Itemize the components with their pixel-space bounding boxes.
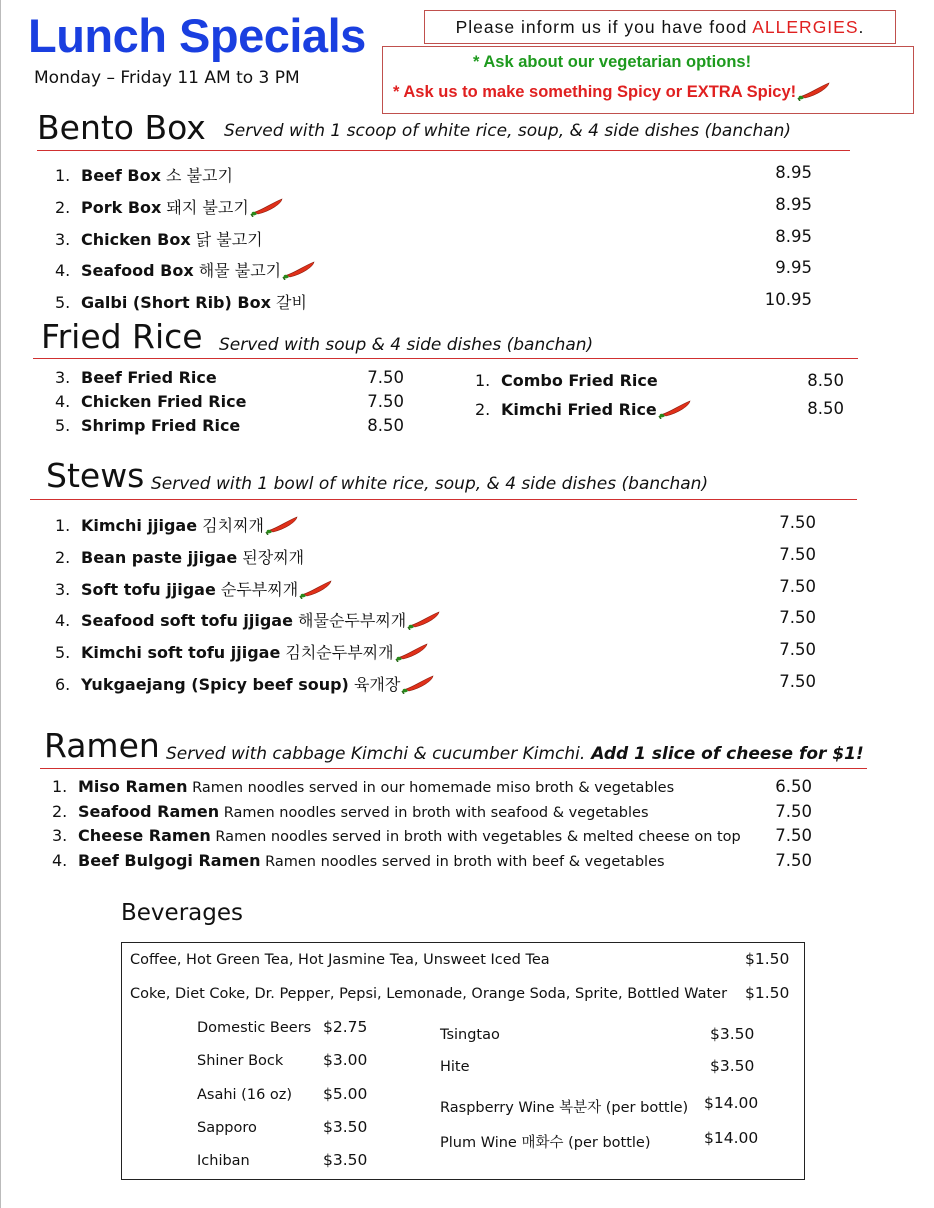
item-number: 2. xyxy=(55,197,71,217)
ask-box xyxy=(382,46,914,114)
item-description: Ramen noodles served in broth with vegetables & melted cheese on top xyxy=(210,829,741,845)
item-korean-name: 된장찌개 xyxy=(237,547,305,567)
bento-heading: Bento Box xyxy=(37,108,206,147)
bento-item xyxy=(55,258,316,281)
chili-pepper-icon xyxy=(395,642,429,662)
item-name: Soft tofu jjigae xyxy=(81,579,216,599)
item-name: Pork Box xyxy=(81,197,162,217)
chili-pepper-icon xyxy=(299,579,333,599)
fried-rice-item xyxy=(55,368,217,387)
item-number: 4. xyxy=(55,392,71,411)
stew-item xyxy=(55,545,304,568)
fried-rice-item xyxy=(475,371,658,390)
item-name: Combo Fried Rice xyxy=(501,371,658,390)
ramen-item xyxy=(52,826,741,845)
item-description: Ramen noodles served in broth with beef & vegetables xyxy=(260,853,665,870)
item-number: 5. xyxy=(55,293,71,313)
allergy-notice xyxy=(424,10,896,44)
item-price: 7.50 xyxy=(367,392,404,411)
beverage-price: $14.00 xyxy=(704,1129,759,1147)
stew-item xyxy=(55,513,299,536)
stews-subtitle: Served with 1 bowl of white rice, soup, & 4 side dishes (banchan) xyxy=(151,474,709,494)
item-name: Chicken Fried Rice xyxy=(81,392,247,411)
item-name: Bean paste jjigae xyxy=(81,547,238,567)
chili-pepper-icon xyxy=(401,674,435,694)
item-number: 3. xyxy=(55,368,71,387)
stew-item xyxy=(55,577,333,600)
hours-text: Monday – Friday 11 AM to 3 PM xyxy=(34,68,300,88)
fried-rice-item xyxy=(55,392,246,411)
item-number: 6. xyxy=(55,675,71,694)
item-number: 5. xyxy=(55,416,71,435)
item-price: 7.50 xyxy=(779,513,816,532)
item-number: 2. xyxy=(55,547,71,567)
chili-pepper-icon xyxy=(265,515,299,535)
beverage-name: Asahi (16 oz) xyxy=(197,1086,293,1103)
beverage-name: Plum Wine 매화수 (per bottle) xyxy=(440,1135,651,1151)
beverage-name: Raspberry Wine 복분자 (per bottle) xyxy=(440,1100,689,1116)
beverage-name: Sapporo xyxy=(197,1119,257,1136)
bento-item xyxy=(55,290,307,313)
item-name: Kimchi jjigae xyxy=(81,516,198,535)
beverage-price: $3.50 xyxy=(323,1151,368,1170)
stews-divider xyxy=(30,499,857,500)
beverage-price: $3.00 xyxy=(323,1051,368,1070)
vegetarian-note: * Ask about our vegetarian options! xyxy=(473,53,752,71)
beverage-name: Domestic Beers xyxy=(197,1020,312,1036)
item-price: 9.95 xyxy=(775,258,812,278)
item-price: 7.50 xyxy=(779,544,816,564)
page-title: Lunch Specials xyxy=(28,9,366,62)
stew-item xyxy=(55,640,429,663)
beverage-name: Ichiban xyxy=(197,1153,250,1170)
item-number: 4. xyxy=(55,261,71,281)
item-description: Ramen noodles served in broth with seafood & vegetables xyxy=(219,804,649,821)
stew-item xyxy=(55,608,441,631)
item-number: 5. xyxy=(55,643,71,663)
item-price: 8.50 xyxy=(367,416,404,435)
item-price: 7.50 xyxy=(779,576,816,596)
fried-rice-divider xyxy=(33,358,858,359)
item-number: 2. xyxy=(475,400,491,419)
item-description: Ramen noodles served in our homemade miso broth & vegetables xyxy=(187,780,675,796)
item-name: Miso Ramen xyxy=(78,777,188,796)
ramen-subtitle-text: Served with cabbage Kimchi & cucumber Kimchi. xyxy=(166,744,586,764)
item-name: Beef Box xyxy=(81,166,161,185)
allergy-end: . xyxy=(858,17,865,37)
item-price: 8.95 xyxy=(775,194,812,214)
item-price: 6.50 xyxy=(775,777,812,796)
item-name: Chicken Box xyxy=(81,229,191,249)
item-number: 4. xyxy=(52,850,68,870)
item-price: 8.95 xyxy=(775,226,812,246)
fried-rice-subtitle: Served with soup & 4 side dishes (banchan) xyxy=(219,335,594,355)
beverage-price: $1.50 xyxy=(745,984,790,1002)
item-name: Shrimp Fried Rice xyxy=(81,416,241,435)
item-name: Beef Fried Rice xyxy=(81,368,217,387)
chili-pepper-icon xyxy=(797,81,831,101)
item-price: 7.50 xyxy=(775,826,812,845)
beverage-price: $3.50 xyxy=(710,1057,755,1075)
item-name: Seafood Box xyxy=(81,261,194,281)
beverage-price: $3.50 xyxy=(710,1025,755,1043)
beverage-name: Shiner Bock xyxy=(197,1053,284,1070)
bento-subtitle: Served with 1 scoop of white rice, soup, & 4 side dishes (banchan) xyxy=(224,121,792,141)
bento-divider xyxy=(37,150,850,151)
beverage-price: $1.50 xyxy=(745,950,790,968)
item-price: 8.50 xyxy=(807,399,844,418)
item-name: Kimchi soft tofu jjigae xyxy=(81,643,281,663)
item-number: 1. xyxy=(55,516,71,535)
item-number: 1. xyxy=(55,166,71,185)
item-korean-name: 해물 불고기 xyxy=(193,261,282,281)
item-name: Seafood soft tofu jjigae xyxy=(81,611,293,631)
item-name: Beef Bulgogi Ramen xyxy=(78,850,261,870)
stew-item xyxy=(55,672,435,695)
item-korean-name: 육개장 xyxy=(348,675,401,694)
ramen-item xyxy=(52,777,674,796)
allergy-text: Please inform us if you have food xyxy=(455,17,753,37)
beverage-price: $3.50 xyxy=(323,1117,368,1136)
item-price: 7.50 xyxy=(775,850,812,870)
chili-pepper-icon xyxy=(250,197,284,217)
spicy-note xyxy=(393,81,831,102)
bento-item xyxy=(55,195,284,218)
page-left-border xyxy=(0,0,1,1208)
ramen-item xyxy=(52,851,665,870)
item-name: Kimchi Fried Rice xyxy=(501,400,657,419)
item-price: 10.95 xyxy=(764,290,812,310)
ramen-cheese-note: Add 1 slice of cheese for $1! xyxy=(585,744,864,764)
item-price: 7.50 xyxy=(367,368,404,387)
beverage-price: $14.00 xyxy=(704,1094,759,1112)
item-number: 3. xyxy=(55,579,71,599)
beverage-name: Coke, Diet Coke, Dr. Pepper, Pepsi, Lemonade, Orange Soda, Sprite, Bottled Water xyxy=(130,986,728,1002)
item-korean-name: 해물순두부찌개 xyxy=(292,611,407,631)
item-korean-name: 갈비 xyxy=(270,293,307,313)
allergy-word: ALLERGIES xyxy=(752,17,859,37)
ramen-divider xyxy=(40,768,867,769)
beverage-name: Coffee, Hot Green Tea, Hot Jasmine Tea, Unsweet Iced Tea xyxy=(130,952,550,968)
stews-heading: Stews xyxy=(46,456,145,495)
item-korean-name: 김치순두부찌개 xyxy=(280,643,394,663)
item-price: 8.95 xyxy=(775,163,812,182)
beverage-name: Hite xyxy=(440,1059,470,1075)
ramen-subtitle xyxy=(166,744,864,764)
beverage-name: Tsingtao xyxy=(440,1027,500,1043)
item-korean-name: 돼지 불고기 xyxy=(161,197,249,217)
item-korean-name: 순두부찌개 xyxy=(215,579,299,599)
chili-pepper-icon xyxy=(658,399,692,419)
item-price: 7.50 xyxy=(779,608,816,628)
beverages-heading: Beverages xyxy=(121,900,243,926)
item-name: Cheese Ramen xyxy=(78,826,211,845)
item-price: 8.50 xyxy=(807,371,844,390)
item-number: 1. xyxy=(52,777,68,796)
ramen-heading: Ramen xyxy=(44,726,160,765)
beverage-price: $5.00 xyxy=(323,1084,368,1103)
item-korean-name: 닭 불고기 xyxy=(190,229,263,249)
bento-item xyxy=(55,163,233,186)
item-name: Galbi (Short Rib) Box xyxy=(81,293,271,313)
item-name: Seafood Ramen xyxy=(78,801,220,821)
chili-pepper-icon xyxy=(282,260,316,280)
fried-rice-item xyxy=(475,399,692,419)
item-price: 7.50 xyxy=(779,672,816,691)
fried-rice-heading: Fried Rice xyxy=(41,317,203,356)
item-name: Yukgaejang (Spicy beef soup) xyxy=(81,675,349,694)
item-price: 7.50 xyxy=(779,640,816,660)
item-price: 7.50 xyxy=(775,801,812,821)
item-number: 3. xyxy=(52,826,68,845)
ramen-item xyxy=(52,802,649,821)
item-number: 2. xyxy=(52,801,68,821)
chili-pepper-icon xyxy=(407,610,441,630)
item-korean-name: 소 불고기 xyxy=(160,166,233,185)
item-number: 1. xyxy=(475,371,491,390)
item-number: 3. xyxy=(55,229,71,249)
beverage-price: $2.75 xyxy=(323,1018,368,1036)
item-korean-name: 김치찌개 xyxy=(197,516,264,535)
bento-item xyxy=(55,227,263,250)
item-number: 4. xyxy=(55,611,71,631)
spicy-note-text: * Ask us to make something Spicy or EXTRA Spicy! xyxy=(393,83,797,101)
fried-rice-item xyxy=(55,416,240,435)
